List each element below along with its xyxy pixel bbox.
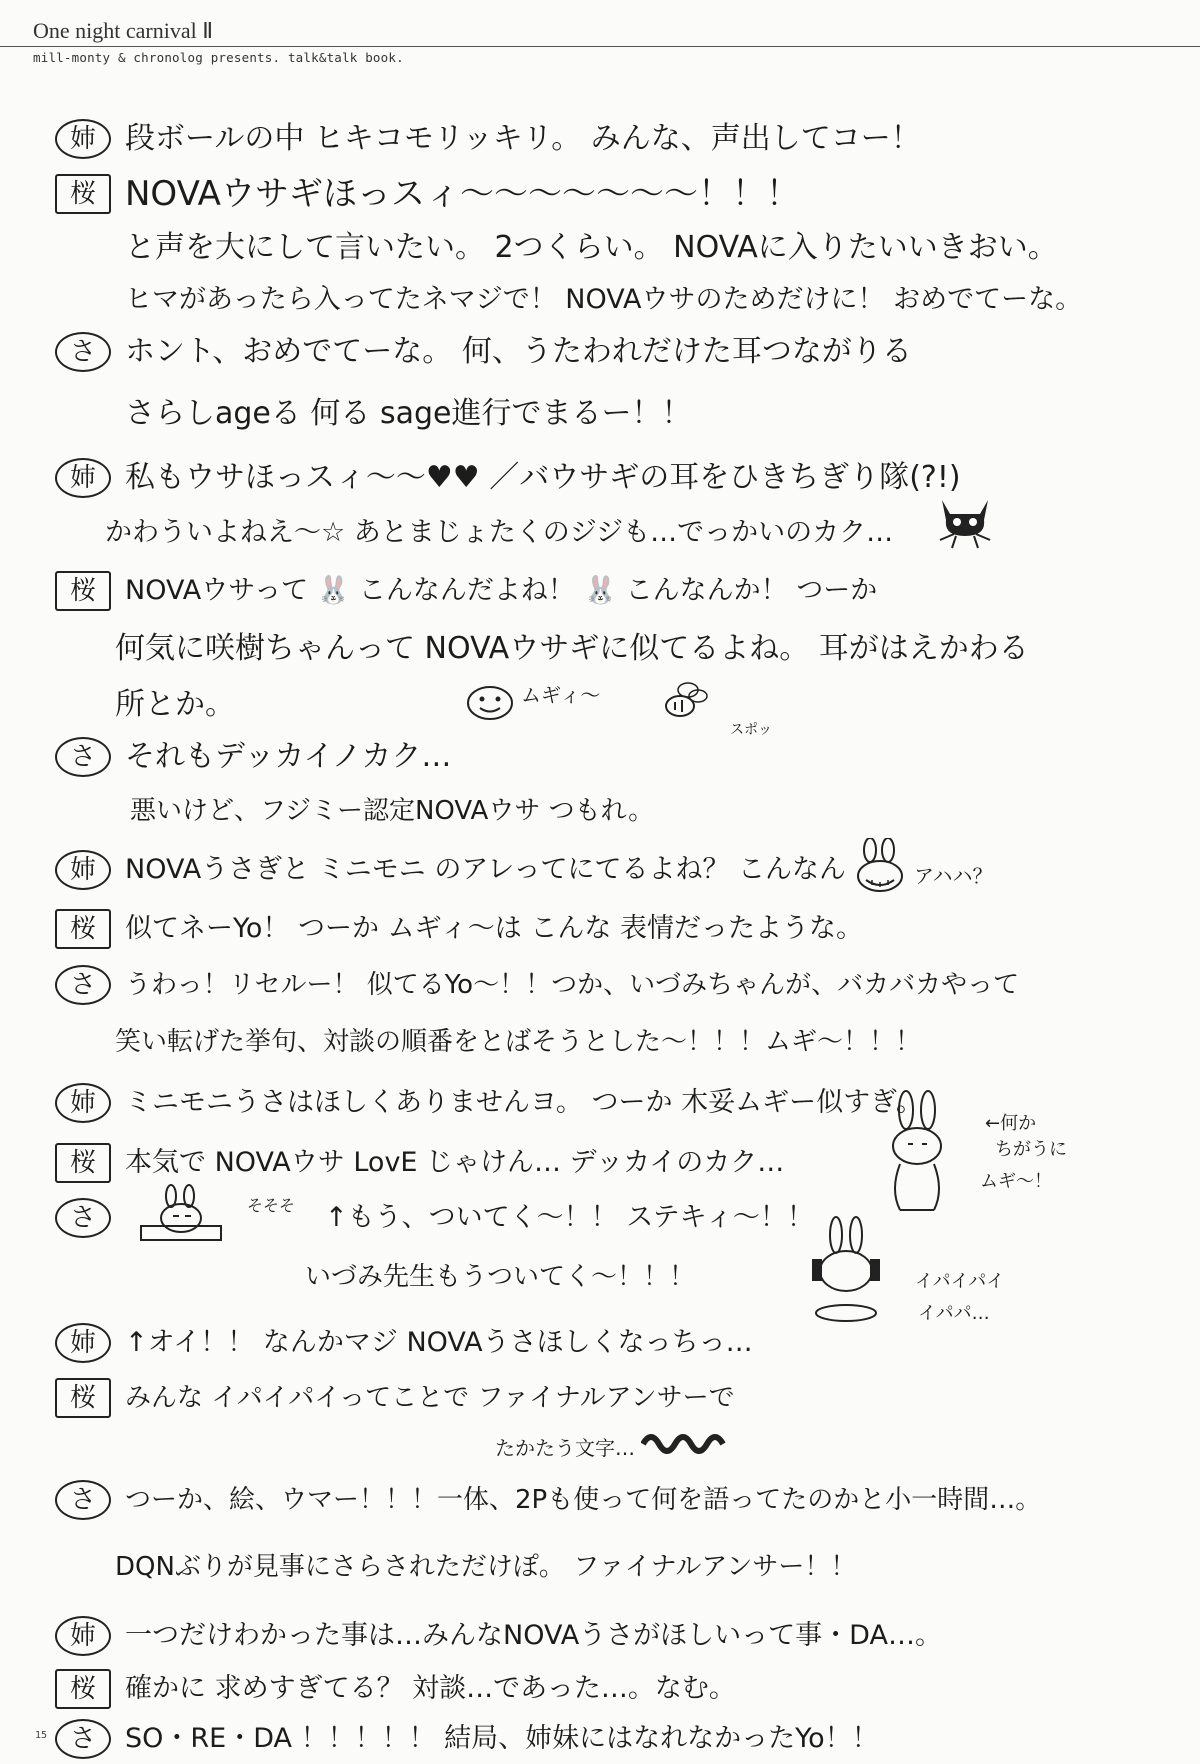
sound-effect-sosoke: そそそ: [247, 1196, 296, 1215]
grinning-face-doodle: [465, 681, 515, 730]
dialogue-line: [55, 1422, 1155, 1474]
sound-effect-ipai2: イパパ…: [918, 1303, 990, 1324]
dialogue-text: 段ボールの中 ヒキコモリッキリ。 みんな、声出してコー！: [125, 121, 921, 156]
page-number: 15: [35, 1730, 48, 1741]
dialogue-text: 確かに 求めすぎてる？ 対談…であった…。なむ。: [125, 1673, 736, 1704]
speaker-badge: さ: [55, 737, 111, 777]
side-note-chigau: ちがうに: [995, 1139, 1067, 1160]
speaker-badge: 桜: [55, 571, 111, 611]
dialogue-line: [55, 1714, 1155, 1764]
dialogue-line: [55, 112, 1155, 166]
dialogue-text: 何気に咲樹ちゃんって NOVAウサギに似てるよね。 耳がはえかわる: [115, 631, 1029, 666]
dialogue-text: かわういよねえ〜☆ あとまじょたくのジジも…でっかいのカク…: [105, 517, 894, 548]
dialogue-line: [55, 1374, 1155, 1422]
dialogue-text: みんな イパイパイってことで ファイナルアンサーで: [125, 1383, 735, 1413]
speaker-badge: 姉: [55, 119, 111, 159]
speaker-badge: 姉: [55, 1616, 111, 1656]
headphone-bunny-doodle: [790, 1215, 900, 1329]
dialogue-line: [55, 898, 1155, 960]
dialogue-text: 私もウサほっスィ〜〜♥♥ ／バウサギの耳をひきちぎり隊(?!): [125, 460, 961, 495]
dialogue-line: [55, 1664, 1155, 1714]
dialogue-text: 似てネーYo！ つーか ムギィ〜は こんな 表情だったような。: [125, 913, 863, 944]
speaker-badge: 桜: [55, 1378, 111, 1418]
book-subtitle: mill-monty & chronolog presents. talk&talk book.: [33, 50, 404, 65]
dialogue-line: [55, 676, 1155, 734]
dialogue-line: [55, 560, 1155, 622]
dialogue-text: ミニモニうさはほしくありませんヨ。 つーか 木妥ムギー似すぎ。: [125, 1087, 924, 1118]
dialogue-text: 一つだけわかった事は…みんなNOVAうさがほしいって事・DA…。: [125, 1620, 942, 1651]
dialogue-text: たかたう文字…: [495, 1436, 635, 1460]
sound-effect-mugii: ムギィ〜: [521, 683, 601, 707]
dialogue-text: 所とか。: [115, 687, 235, 722]
dialogue-text: ↑オイ！！ なんかマジ NOVAうさほしくなっちっ…: [125, 1327, 753, 1358]
dialogue-text: 本気で NOVAウサ LovE じゃけん… デッカイのカク…: [125, 1147, 785, 1178]
dialogue-line: [55, 1526, 1155, 1608]
speaker-badge: 姉: [55, 458, 111, 498]
dialogue-line: [55, 960, 1155, 1010]
dialogue-text: NOVAうさぎと ミニモニ のアレってにてるよね？ こんなん: [125, 854, 847, 885]
book-title: One night carnival Ⅱ: [33, 18, 214, 43]
speaker-badge: 桜: [55, 909, 111, 949]
side-note-ahhh: アハハ？: [914, 864, 993, 888]
cat-doodle: [930, 490, 1000, 554]
speaker-badge: 姉: [55, 1083, 111, 1123]
header-rule: [0, 46, 1200, 47]
dialogue-line: [55, 1010, 1155, 1074]
dialogue-text: ホント、おめでてーな。 何、うたわれだけた耳つながりる: [125, 334, 912, 369]
page-header: [33, 18, 1200, 65]
dialogue-text: NOVAウサギほっスィ〜〜〜〜〜〜〜！！！: [125, 174, 800, 214]
sound-effect-ipai1: イパイパイ: [915, 1271, 1005, 1292]
dialogue-text: DQNぶりが見事にさらされただけぽ。 ファイナルアンサー！！: [115, 1552, 857, 1582]
dialogue-line: [55, 166, 1155, 222]
speaker-badge: さ: [55, 1480, 111, 1520]
speaker-badge: さ: [55, 965, 111, 1005]
scribble-doodle: [641, 1429, 731, 1468]
speaker-badge: さ: [55, 1719, 111, 1759]
dialogue-line: [55, 734, 1155, 780]
dialogue-block: [55, 112, 1155, 1764]
dialogue-line: [55, 1312, 1155, 1374]
speaker-badge: さ: [55, 332, 111, 372]
dialogue-line: [55, 274, 1155, 326]
dialogue-line: [55, 622, 1155, 676]
dialogue-text: いづみ先生もうついてく〜！！！: [305, 1262, 696, 1292]
dialogue-line: [55, 780, 1155, 842]
standing-bunny-doodle: [880, 1090, 960, 1224]
dialogue-line: [55, 1194, 1155, 1242]
dialogue-text: 悪いけど、フジミー認定NOVAウサ つもれ。: [130, 796, 655, 826]
side-note-nanika: ←何か: [985, 1113, 1037, 1134]
dialogue-text: NOVAウサって 🐰 こんなんだよね！ 🐰 こんなんか！ つーか: [125, 575, 878, 606]
dialogue-text: うわっ！リセルー！ 似てるYo〜！！つか、いづみちゃんが、バカバカやって: [125, 970, 1020, 1000]
speaker-badge: 桜: [55, 1669, 111, 1709]
speaker-badge: 桜: [55, 1143, 111, 1183]
speaker-badge: 桜: [55, 174, 111, 214]
dialogue-line: [55, 378, 1155, 450]
dialogue-text: ↑もう、ついてく〜！！ ステキィ〜！！: [325, 1202, 814, 1233]
speaker-badge: さ: [55, 1198, 111, 1238]
dialogue-text: さらしageる 何る sage進行でまるー！！: [125, 396, 692, 431]
dialogue-text: それもデッカイノカク…: [125, 739, 452, 774]
dialogue-line: [55, 222, 1155, 274]
dialogue-text: ヒマがあったら入ってたネマジで！ NOVAウサのためだけに！ おめでてーな。: [125, 284, 1083, 315]
dialogue-text: 笑い転げた挙句、対談の順番をとばそうとした〜！！！ムギ〜！！！: [115, 1027, 922, 1057]
bee-doodle: [640, 676, 710, 735]
dialogue-line: [55, 1474, 1155, 1526]
sound-effect-sukupoo: スポッ: [730, 722, 772, 738]
dialogue-text: つーか、絵、ウマー！！！一体、2Pも使って何を語ってたのかと小一時間…。: [125, 1485, 1042, 1515]
sound-effect-mugii2: ムギ〜！: [980, 1171, 1052, 1192]
bunny-face-doodle: [852, 838, 908, 903]
dialogue-text: SO・RE・DA ！！！！！ 結局、姉妹にはなれなかったYo！！: [125, 1723, 879, 1754]
speaker-badge: 姉: [55, 1323, 111, 1363]
dialogue-text: と声を大にして言いたい。 2つくらい。 NOVAに入りたいいきおい。: [125, 230, 1058, 265]
dialogue-line: [55, 1608, 1155, 1664]
dialogue-line: [55, 842, 1155, 898]
speaker-badge: 姉: [55, 850, 111, 890]
dialogue-line: [55, 326, 1155, 378]
